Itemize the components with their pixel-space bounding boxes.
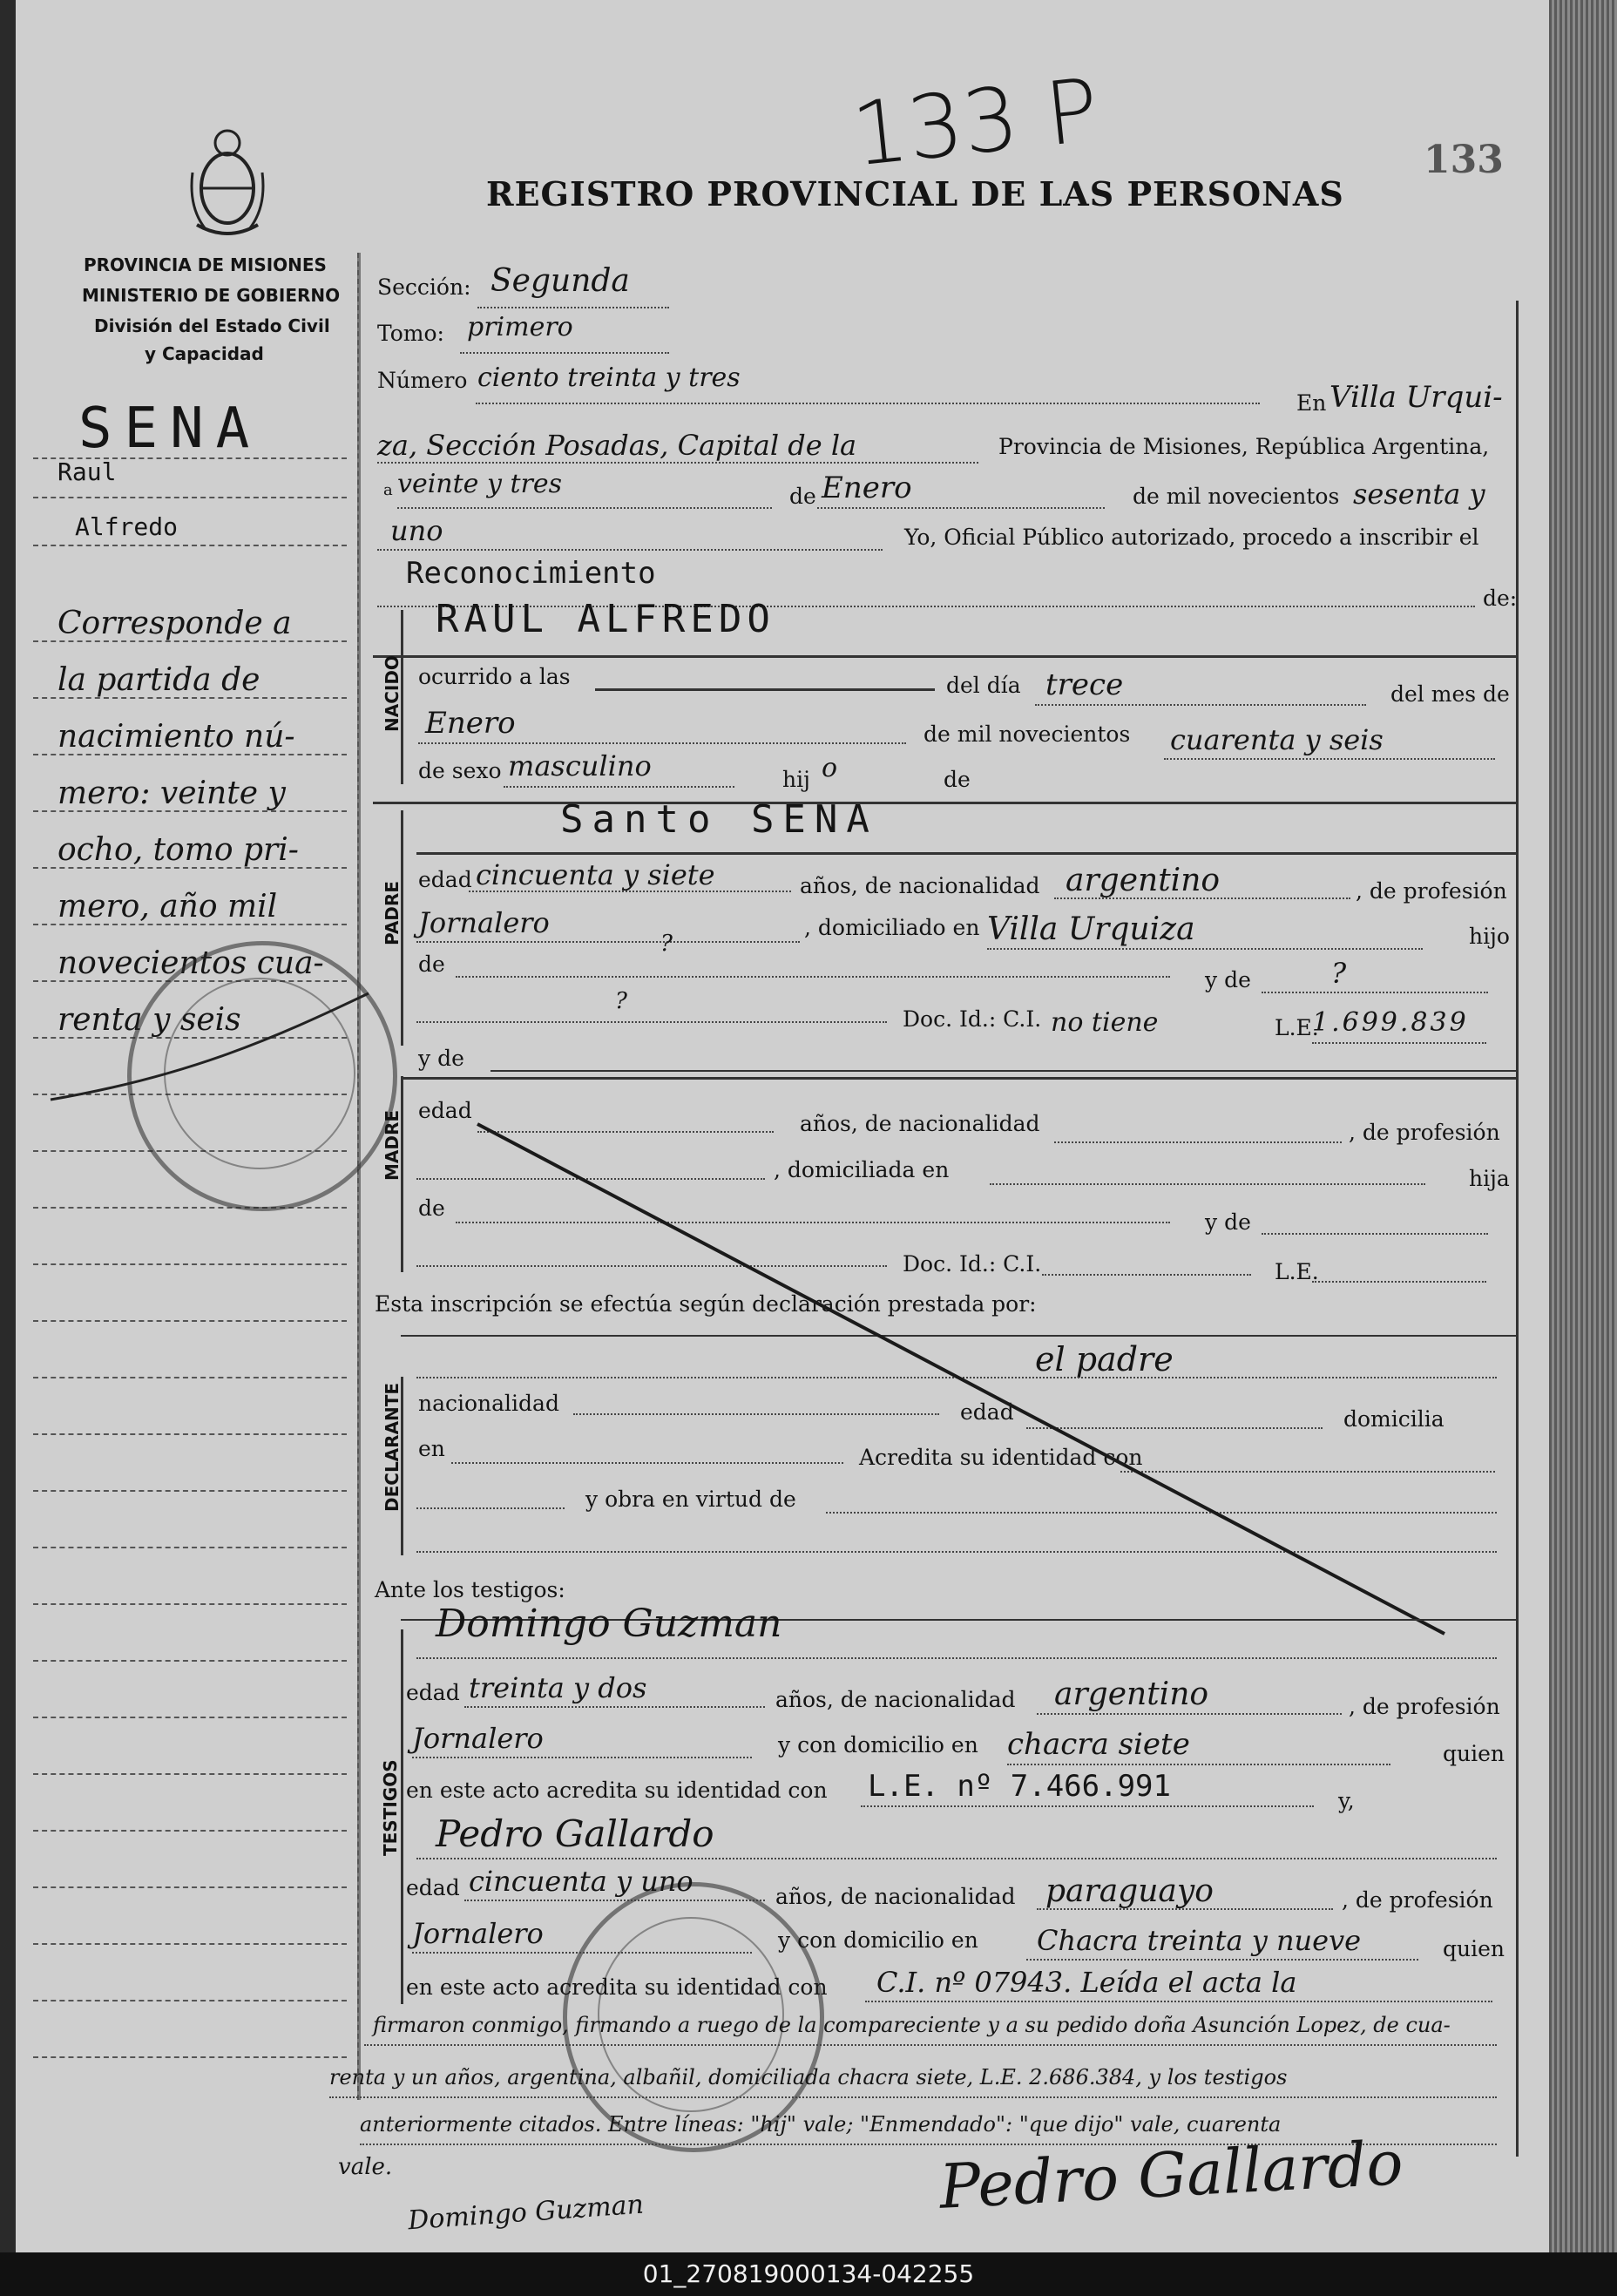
agency-line4: y Capacidad (145, 343, 264, 364)
testigo1-nac: argentino (1054, 1676, 1209, 1712)
testigo1-y-label: y, (1338, 1788, 1355, 1813)
testigo2-nac: paraguayo (1045, 1873, 1214, 1909)
madre-y-de-label: y de (418, 1046, 464, 1071)
madre-edad-label: edad (418, 1098, 472, 1123)
testigo2-nac-label: años, de nacionalidad (775, 1884, 1016, 1909)
padre-nombre: Santo SENA (560, 797, 878, 842)
declarante-domicilia-label: domicilia (1343, 1406, 1444, 1432)
madre-dom-label: , domiciliada en (774, 1157, 950, 1182)
declarante-edad-label: edad (960, 1399, 1014, 1425)
testigo2-edad-label: edad (406, 1875, 460, 1900)
folio-printed: 133 (1424, 138, 1504, 182)
de-label: de (789, 484, 816, 509)
a-label: a (383, 481, 393, 499)
closing-line-2: renta y un años, argentina, albañil, domiciliada chacra siete, L.E. 2.686.384, y los testigos (329, 2065, 1288, 2089)
del-dia-label: del día (946, 673, 1021, 698)
padre-doc-label: Doc. Id.: C.I. (903, 1006, 1042, 1032)
declarante-nac-label: nacionalidad (418, 1391, 559, 1416)
madre-prof-label: , de profesión (1349, 1120, 1500, 1145)
margin-note-7: novecientos cua- (58, 945, 324, 981)
testigo1-prof: Jornalero (412, 1722, 544, 1755)
mil-label: de mil novecientos (1133, 484, 1340, 509)
declarante-quien: el padre (1035, 1340, 1174, 1378)
declarante-section-label: DECLARANTE (382, 1382, 403, 1512)
padre-edad: cincuenta y siete (476, 858, 715, 891)
padre-section-label: PADRE (382, 881, 403, 945)
day-value: veinte y tres (397, 469, 562, 499)
margin-name1: Raul (58, 457, 117, 486)
testigo2-quien-label: quien (1443, 1936, 1505, 1961)
padre-prof: Jornalero (418, 906, 550, 939)
declarante-obra-label: y obra en virtud de (585, 1487, 796, 1512)
yo-label: Yo, Oficial Público autorizado, procedo a inscribir el (904, 525, 1479, 550)
margin-note-8: renta y seis (58, 1002, 241, 1038)
seccion-label: Sección: (377, 274, 471, 300)
padre-edad-label: edad (418, 867, 472, 892)
margin-surname: SENA (78, 396, 262, 461)
signature-2: Pedro Gallardo (937, 2127, 1405, 2223)
testigo2-prof-label: , de profesión (1342, 1887, 1493, 1913)
madre-doc-label: Doc. Id.: C.I. (903, 1251, 1042, 1277)
testigo2-nombre: Pedro Gallardo (436, 1812, 714, 1855)
testigo1-dom: chacra siete (1007, 1727, 1190, 1762)
closing-line-3: anteriormente citados. Entre líneas: "hij" vale; "Enmendado": "que dijo" vale, cuarenta (360, 2112, 1282, 2137)
acto-value: Reconocimiento (406, 556, 656, 591)
margin-name2: Alfredo (75, 512, 179, 541)
madre-le-label: L.E. (1275, 1259, 1319, 1284)
sexo-value: masculino (508, 749, 652, 782)
tomo-value: primero (467, 312, 573, 342)
scan-filename: 01_270819000134-042255 (0, 2252, 1617, 2296)
testigo1-prof-label: , de profesión (1349, 1694, 1500, 1719)
margin-note-6: mero, año mil (58, 889, 278, 924)
place-value-2: za, Sección Posadas, Capital de la (377, 429, 857, 462)
margin-note-5: ocho, tomo pri- (58, 832, 299, 868)
padre-prof-label: , de profesión (1356, 878, 1507, 904)
padre-dom: Villa Urquiza (987, 911, 1195, 947)
mes-value: Enero (425, 706, 516, 741)
testigo1-acredita-label: en este acto acredita su identidad con (406, 1778, 828, 1803)
margin-note-3: nacimiento nú- (58, 719, 295, 755)
padre-q1: ? (660, 931, 673, 957)
declarante-en-label: en (418, 1436, 445, 1461)
agency-line3: División del Estado Civil (94, 315, 330, 336)
padre-nac: argentino (1066, 863, 1221, 898)
declarante-intro: Esta inscripción se efectúa según declaración prestada por: (375, 1291, 1037, 1317)
nacido-section-label: NACIDO (382, 655, 403, 732)
testigo1-doc: L.E. nº 7.466.991 (868, 1769, 1171, 1804)
testigo2-prof: Jornalero (412, 1917, 544, 1950)
hij-label: hij (782, 767, 810, 792)
padre-hijo-label: hijo (1469, 924, 1510, 949)
testigo1-nac-label: años, de nacionalidad (775, 1687, 1016, 1712)
nacido-mil-label: de mil novecientos (924, 721, 1131, 747)
testigo1-edad-label: edad (406, 1680, 460, 1705)
numero-value: ciento treinta y tres (477, 362, 741, 393)
place-value-1: Villa Urqui- (1329, 380, 1503, 415)
madre-y-de2-label: y de (1205, 1209, 1251, 1235)
cancellation-line (16, 0, 1549, 2252)
del-mes-label: del mes de (1390, 681, 1510, 707)
testigos-section-label: TESTIGOS (380, 1759, 401, 1856)
testigo2-acredita-label: en este acto acredita su identidad con (406, 1974, 828, 2000)
testigo1-quien-label: quien (1443, 1741, 1505, 1766)
testigo1-dom-label: y con domicilio en (778, 1732, 978, 1758)
ocurrido-label: ocurrido a las (418, 664, 571, 689)
month-value: Enero (822, 471, 912, 505)
margin-note-4: mero: veinte y (58, 775, 286, 811)
declarante-acredita-label: Acredita su identidad con (859, 1445, 1143, 1470)
year-value-2: uno (390, 514, 443, 547)
margin-note-1: Corresponde a (58, 606, 292, 641)
madre-hija-label: hija (1469, 1166, 1510, 1191)
folio-handwritten: 133 P (847, 58, 1104, 186)
year-value-1: sesenta y (1353, 477, 1485, 511)
testigo2-edad: cincuenta y uno (469, 1865, 693, 1898)
provincia-label: Provincia de Misiones, República Argentina, (998, 434, 1490, 459)
register-page (16, 0, 1559, 2252)
testigo2-dom: Chacra treinta y nueve (1037, 1924, 1362, 1957)
child-name: RAUL ALFREDO (436, 597, 775, 641)
padre-q3: ? (615, 988, 627, 1014)
madre-nac-label: años, de nacionalidad (800, 1111, 1040, 1136)
nacido-de-label: de (944, 767, 971, 792)
padre-q2: ? (1331, 957, 1347, 990)
book-edge (1549, 0, 1617, 2252)
en-label: En (1296, 390, 1327, 416)
padre-y-de-label: y de (1205, 967, 1251, 992)
padre-dom-label: , domiciliado en (804, 915, 980, 940)
anio-value: cuarenta y seis (1170, 723, 1384, 756)
testigos-intro: Ante los testigos: (375, 1577, 565, 1602)
madre-section-label: MADRE (382, 1109, 403, 1181)
padre-nac-label: años, de nacionalidad (800, 873, 1040, 898)
closing-line-1: firmaron conmigo, firmando a ruego de la compareciente y a su pedido doña Asunción Lopez, de cua- (373, 2013, 1451, 2037)
padre-de-label: de (418, 952, 445, 977)
seccion-value: Segunda (491, 263, 630, 299)
numero-label: Número (377, 368, 468, 393)
margin-note-2: la partida de (58, 662, 260, 698)
tomo-label: Tomo: (377, 321, 444, 346)
padre-le-label: L.E. (1275, 1015, 1319, 1040)
testigo1-nombre: Domingo Guzman (436, 1602, 782, 1646)
signature-1: Domingo Guzman (407, 2189, 645, 2237)
agency-line2: MINISTERIO DE GOBIERNO (82, 285, 341, 306)
testigo2-doc: C.I. nº 07943. Leída el acta la (876, 1966, 1297, 1999)
madre-de-label: de (418, 1195, 445, 1221)
padre-le: 1.699.839 (1312, 1007, 1469, 1038)
padre-doc: no tiene (1051, 1007, 1159, 1038)
dia-value: trece (1045, 667, 1124, 702)
agency-line1: PROVINCIA DE MISIONES (84, 254, 327, 275)
testigo2-dom-label: y con domicilio en (778, 1927, 978, 1953)
hij-value: o (822, 753, 838, 783)
testigo1-edad: treinta y dos (469, 1671, 647, 1704)
sexo-label: de sexo (418, 758, 502, 783)
de-colon-label: de: (1483, 586, 1518, 611)
closing-line-4: vale. (338, 2154, 393, 2180)
page-title: REGISTRO PROVINCIAL DE LAS PERSONAS (486, 174, 1344, 213)
